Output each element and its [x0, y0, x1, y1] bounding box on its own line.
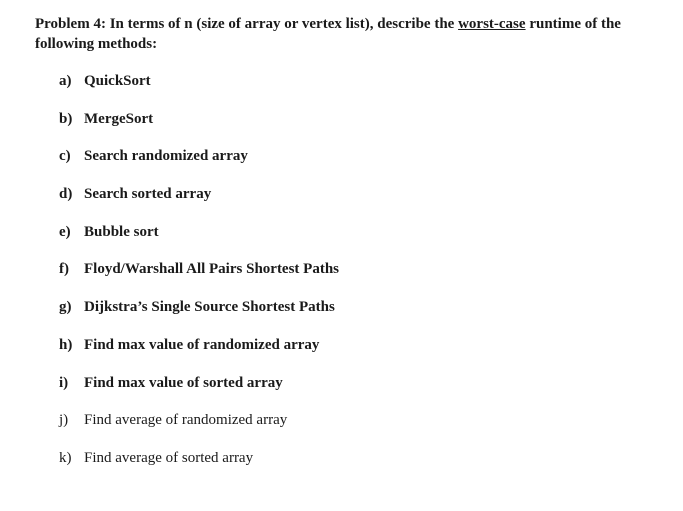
- item-marker: i): [59, 374, 69, 391]
- list-item: [59, 221, 339, 259]
- worst-case-underlined: worst-case: [458, 16, 526, 32]
- problem-text-suffix: runtime of the following methods:: [35, 16, 621, 52]
- item-text: QuickSort: [84, 73, 151, 89]
- item-marker: c): [59, 148, 71, 165]
- item-marker: k): [59, 449, 72, 466]
- list-item: [59, 183, 339, 221]
- item-marker: f): [59, 261, 69, 278]
- list-item: [59, 296, 339, 334]
- item-text: Search sorted array: [84, 186, 212, 203]
- item-text: Search randomized array: [84, 148, 248, 165]
- list-item: [59, 447, 339, 485]
- item-text: MergeSort: [84, 110, 154, 127]
- item-marker: j): [59, 412, 69, 429]
- item-marker: e): [59, 223, 71, 240]
- item-text: Floyd/Warshall All Pairs Shortest Paths: [84, 261, 340, 278]
- list-item: [59, 70, 339, 108]
- item-text: Find max value of randomized array: [84, 336, 320, 353]
- problem-text-prefix: Problem 4: In terms of n (size of array or vertex list), describe the: [35, 16, 459, 32]
- item-marker: h): [59, 336, 73, 353]
- list-item: [59, 145, 339, 183]
- list-item: [59, 258, 339, 296]
- item-marker: b): [59, 110, 73, 127]
- problem-statement: [35, 14, 675, 54]
- list-item: [59, 372, 339, 410]
- list-item: [59, 409, 339, 447]
- item-text: Find average of randomized array: [84, 412, 288, 429]
- item-marker: d): [59, 186, 73, 203]
- item-marker: g): [59, 299, 72, 316]
- item-text: Find max value of sorted array: [84, 374, 283, 391]
- item-marker: a): [59, 73, 72, 89]
- methods-list: [59, 70, 339, 485]
- list-item: [59, 108, 339, 146]
- item-text: Find average of sorted array: [84, 449, 254, 466]
- item-text: Dijkstra’s Single Source Shortest Paths: [84, 299, 335, 316]
- item-text: Bubble sort: [84, 223, 159, 240]
- list-item: [59, 334, 339, 372]
